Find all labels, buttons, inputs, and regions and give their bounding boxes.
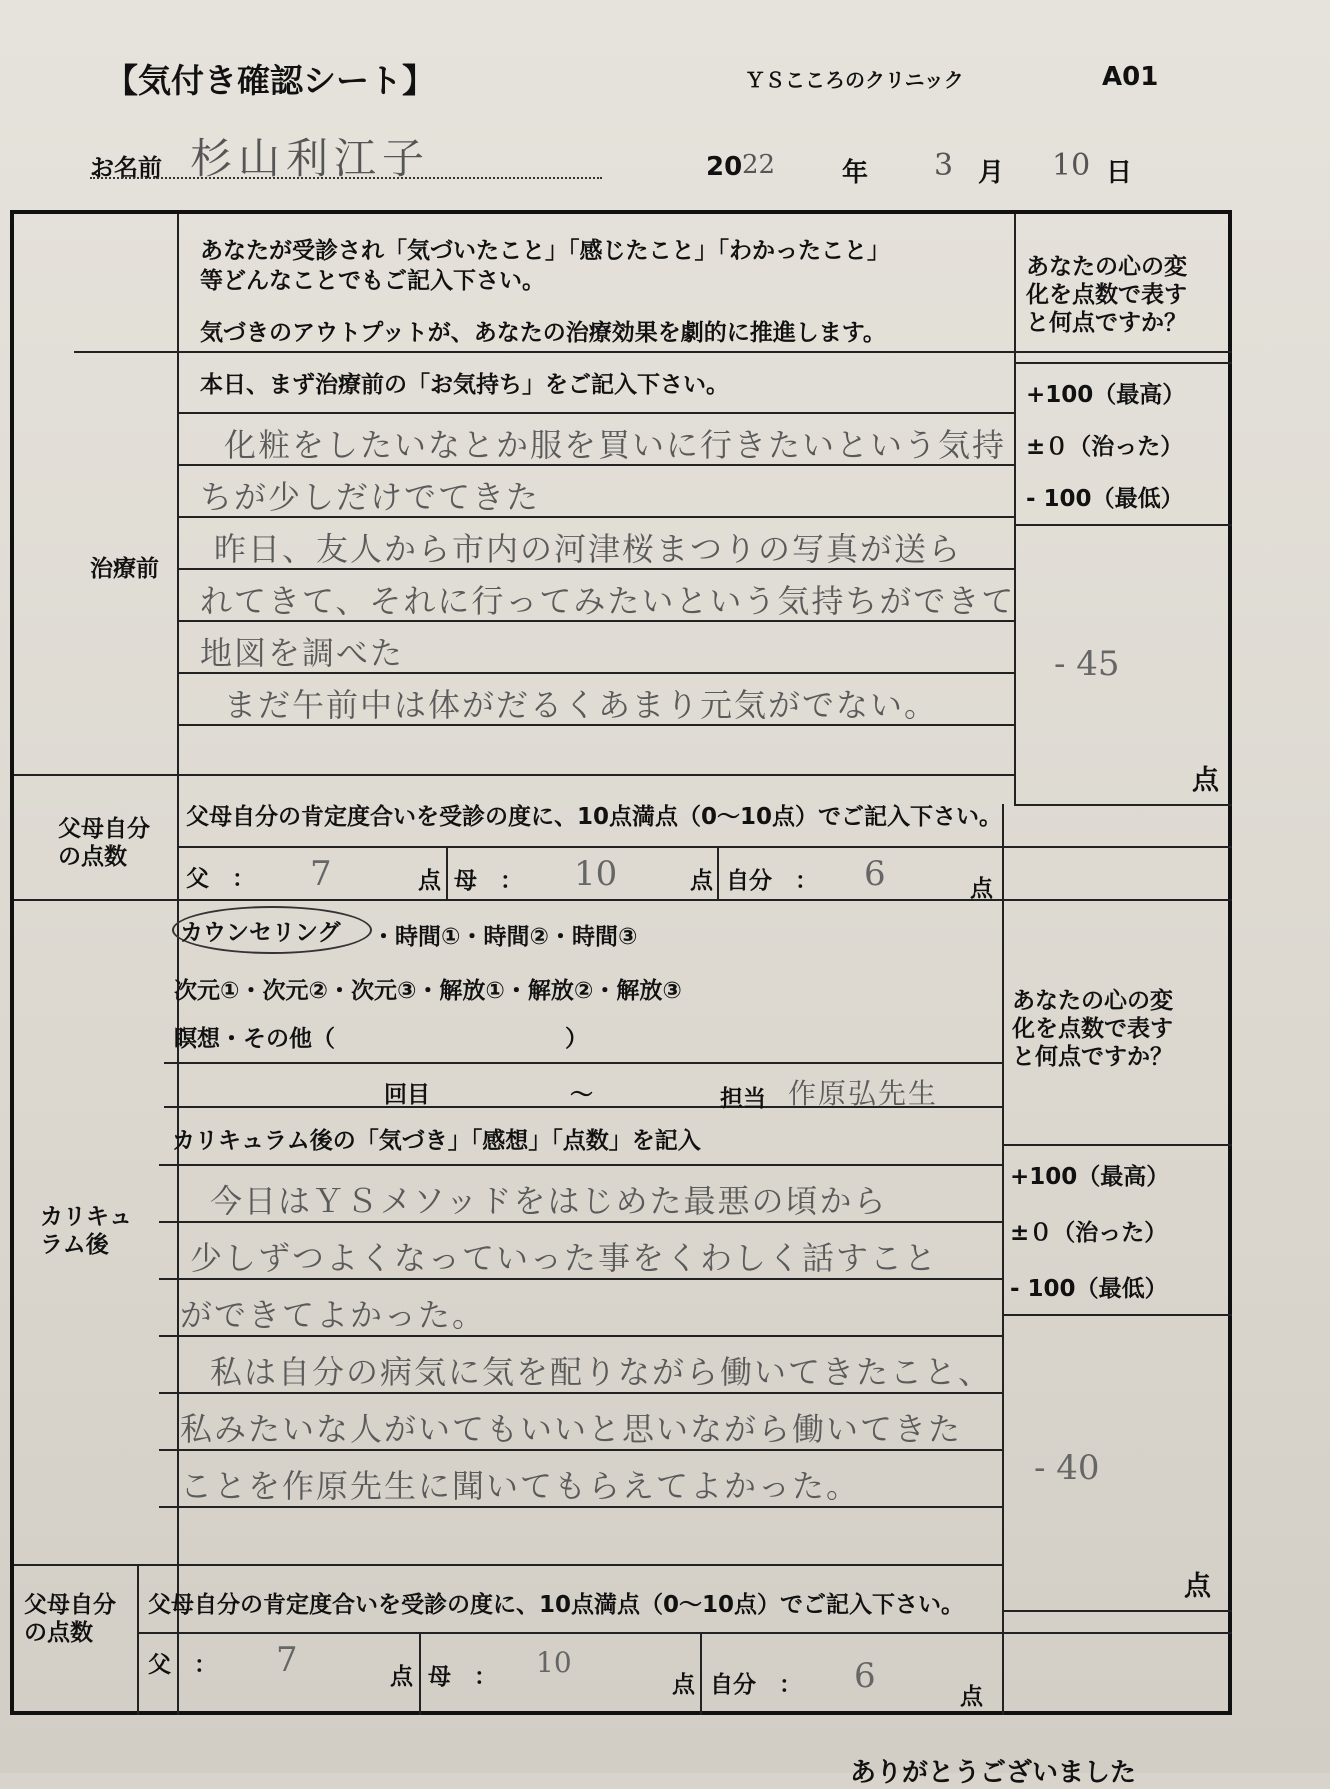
cell-divider bbox=[717, 846, 719, 899]
sheet-code: A01 bbox=[1102, 62, 1159, 92]
left-column-divider bbox=[177, 214, 179, 1715]
parents1-self-value[interactable]: 6 bbox=[864, 854, 886, 894]
options-time[interactable]: ・時間①・時間②・時間③ bbox=[372, 924, 638, 950]
section-divider bbox=[1014, 804, 1232, 806]
parents1-label-2: の点数 bbox=[58, 844, 127, 870]
name-value[interactable]: 杉山利江子 bbox=[190, 134, 431, 183]
section-divider bbox=[14, 1564, 1002, 1566]
curriculum-line-5[interactable]: 私みたいな人がいてもいいと思いながら働いてきた bbox=[180, 1410, 963, 1448]
parents2-self-unit: 点 bbox=[960, 1684, 983, 1710]
date-day-label: 日 bbox=[1106, 158, 1133, 188]
parents2-self-label: 自分 ： bbox=[710, 1672, 802, 1698]
date-year-label: 年 bbox=[842, 158, 869, 188]
date-day-value[interactable]: 10 bbox=[1052, 148, 1091, 183]
sheet-title: 【気付き確認シート】 bbox=[105, 61, 435, 100]
options-dimension-release[interactable]: 次元①・次元②・次元③・解放①・解放②・解放③ bbox=[174, 978, 682, 1004]
date-month-value[interactable]: 3 bbox=[934, 148, 954, 183]
scale-divider bbox=[1014, 524, 1232, 526]
curriculum-instruction: カリキュラム後の「気づき」「感想」「点数」を記入 bbox=[172, 1128, 701, 1154]
parents1-father-label: 父 ： bbox=[186, 866, 255, 892]
scale-divider bbox=[1002, 1144, 1232, 1146]
parents2-self-value[interactable]: 6 bbox=[854, 1656, 876, 1696]
parents2-father-unit: 点 bbox=[390, 1664, 413, 1690]
parents2-mother-value[interactable]: 10 bbox=[536, 1646, 572, 1679]
parents1-self-label: 自分 ： bbox=[726, 868, 818, 894]
parents2-father-label: 父 ： bbox=[148, 1652, 217, 1678]
options-meditation-other[interactable]: 瞑想・その他（ ） bbox=[174, 1026, 588, 1052]
question-line-2: 化を点数で表す bbox=[1026, 282, 1187, 308]
date-month-label: 月 bbox=[978, 158, 1005, 188]
parents1-mother-label: 母 ： bbox=[454, 868, 523, 894]
section-divider bbox=[14, 899, 1232, 901]
cell-divider bbox=[137, 1564, 139, 1715]
parents1-mother-unit: 点 bbox=[690, 868, 713, 894]
parents1-self-unit: 点 bbox=[970, 876, 993, 902]
curriculum-line-3[interactable]: ができてよかった。 bbox=[180, 1296, 487, 1334]
intro-line-3: 気づきのアウトプットが、あなたの治療効果を劇的に推進します。 bbox=[200, 320, 886, 346]
before-line-6[interactable]: まだ午前中は体がだるくあまり元気がでない。 bbox=[224, 686, 939, 724]
before-line-4[interactable]: れてきて、それに行ってみたいという気持ちができて bbox=[200, 582, 1016, 620]
parents1-instruction: 父母自分の肯定度合いを受診の度に、10点満点（0〜10点）でご記入下さい。 bbox=[186, 804, 1003, 830]
section-divider bbox=[14, 774, 1014, 776]
parents1-father-unit: 点 bbox=[418, 868, 441, 894]
curriculum-scale-max: +100（最高） bbox=[1010, 1164, 1170, 1190]
before-score-value[interactable]: - 45 bbox=[1054, 644, 1120, 684]
parents2-instruction: 父母自分の肯定度合いを受診の度に、10点満点（0〜10点）でご記入下さい。 bbox=[148, 1592, 965, 1618]
row-divider bbox=[74, 351, 1232, 353]
date-year-prefix: 20 bbox=[706, 152, 743, 182]
parents2-father-value[interactable]: 7 bbox=[276, 1640, 298, 1680]
parents2-mother-label: 母 ： bbox=[428, 1664, 497, 1690]
curriculum-question-1: あなたの心の変 bbox=[1012, 988, 1173, 1014]
row-divider bbox=[137, 1632, 1232, 1634]
scale-divider bbox=[1002, 1314, 1232, 1316]
footer-thanks-partial: ありがとうございました bbox=[850, 1758, 1137, 1788]
name-label: お名前 bbox=[90, 154, 162, 182]
scale-zero: ±０（治った） bbox=[1026, 434, 1184, 460]
parents2-mother-unit: 点 bbox=[672, 1672, 695, 1698]
parents1-father-value[interactable]: 7 bbox=[310, 854, 332, 894]
scale-divider bbox=[1014, 362, 1232, 364]
row-divider bbox=[164, 1062, 1004, 1064]
curriculum-label-1: カリキュ bbox=[40, 1204, 132, 1230]
before-line-5[interactable]: 地図を調べた bbox=[200, 634, 405, 672]
intro-line-2: 等どんなことでもご記入下さい。 bbox=[200, 268, 545, 294]
curriculum-scale-zero: ±０（治った） bbox=[1010, 1220, 1168, 1246]
option-counseling-selected[interactable]: カウンセリング bbox=[180, 920, 341, 946]
staff-label: 担当 bbox=[720, 1086, 766, 1112]
curriculum-line-1[interactable]: 今日はＹＳメソッドをはじめた最悪の頃から bbox=[210, 1182, 888, 1220]
row-divider bbox=[159, 1164, 1002, 1166]
right-column-divider-lower bbox=[1002, 804, 1004, 1715]
curriculum-line-4[interactable]: 私は自分の病気に気を配りながら働いてきたこと、 bbox=[210, 1353, 993, 1391]
curriculum-score-unit: 点 bbox=[1184, 1571, 1211, 1602]
curriculum-line-2[interactable]: 少しずつよくなっていった事をくわしく話すこと bbox=[190, 1239, 939, 1277]
before-line-1[interactable]: 化粧をしたいなとか服を買いに行きたいという気持 bbox=[224, 426, 1007, 464]
before-instruction: 本日、まず治療前の「お気持ち」をご記入下さい。 bbox=[200, 372, 729, 398]
staff-value[interactable]: 作原弘先生 bbox=[788, 1077, 939, 1110]
right-column-divider-upper bbox=[1014, 214, 1016, 804]
date-year-value[interactable]: 22 bbox=[742, 150, 776, 180]
before-section-label: 治療前 bbox=[90, 556, 159, 582]
curriculum-line-6[interactable]: ことを作原先生に聞いてもらえてよかった。 bbox=[180, 1467, 861, 1505]
parents1-mother-value[interactable]: 10 bbox=[574, 854, 618, 894]
curriculum-question-2: 化を点数で表す bbox=[1012, 1016, 1173, 1042]
before-score-unit: 点 bbox=[1192, 765, 1219, 796]
session-label: 回目 bbox=[384, 1082, 430, 1108]
clinic-name: ＹＳこころのクリニック bbox=[745, 68, 964, 92]
section-divider bbox=[1002, 1610, 1232, 1612]
curriculum-score-value[interactable]: - 40 bbox=[1034, 1448, 1100, 1488]
curriculum-scale-min: - 100（最低） bbox=[1010, 1276, 1168, 1302]
curriculum-question-3: と何点ですか？ bbox=[1012, 1044, 1173, 1070]
parents2-label-1: 父母自分 bbox=[24, 1592, 116, 1618]
cell-divider bbox=[446, 846, 448, 899]
form-table bbox=[10, 210, 1232, 1715]
session-tilde: 〜 bbox=[570, 1082, 593, 1108]
scale-max: +100（最高） bbox=[1026, 382, 1186, 408]
before-line-3[interactable]: 昨日、友人から市内の河津桜まつりの写真が送ら bbox=[214, 530, 963, 568]
question-line-1: あなたの心の変 bbox=[1026, 254, 1187, 280]
parents1-label-1: 父母自分 bbox=[58, 816, 150, 842]
parents2-label-2: の点数 bbox=[24, 1620, 93, 1646]
before-line-2[interactable]: ちが少しだけでてきた bbox=[200, 478, 541, 516]
question-line-3: と何点ですか？ bbox=[1026, 310, 1187, 336]
curriculum-label-2: ラム後 bbox=[40, 1232, 109, 1258]
scale-min: - 100（最低） bbox=[1026, 486, 1184, 512]
cell-divider bbox=[700, 1632, 702, 1715]
row-divider bbox=[179, 412, 1014, 414]
cell-divider bbox=[419, 1632, 421, 1715]
row-divider bbox=[177, 846, 1232, 848]
intro-line-1: あなたが受診され「気づいたこと」「感じたこと」「わかったこと」 bbox=[200, 238, 890, 264]
